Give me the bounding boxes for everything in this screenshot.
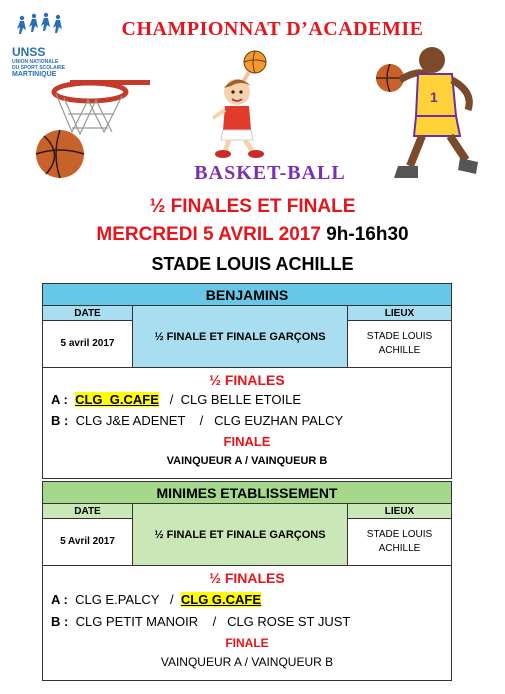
place-line-1: STADE LOUIS xyxy=(366,331,433,342)
matches-block xyxy=(43,368,451,478)
place-column xyxy=(348,504,451,565)
place-value xyxy=(348,321,451,367)
team-name: CLG ROSE ST JUST xyxy=(227,614,351,629)
match-a xyxy=(51,592,261,607)
date-column xyxy=(43,306,133,367)
phase-title: ½ FINALES ET FINALE xyxy=(149,196,356,217)
match-a xyxy=(51,392,301,407)
team-name: CLG E.PALCY xyxy=(75,592,160,607)
final-title: FINALE xyxy=(223,434,271,449)
match-label: B : xyxy=(51,413,69,428)
section-benjamins xyxy=(42,283,452,479)
date-value: 5 Avril 2017 xyxy=(60,536,115,547)
match-label: B : xyxy=(51,614,69,629)
date-column xyxy=(43,504,133,565)
kid-basketball-icon xyxy=(195,48,290,160)
venue-title: STADE LOUIS ACHILLE xyxy=(151,254,354,274)
svg-text:1: 1 xyxy=(430,89,438,105)
date-line xyxy=(40,224,465,246)
event-time: 9h-16h30 xyxy=(326,224,409,245)
sport-title: BASKET-BALL xyxy=(194,162,346,184)
section-header: MINIMES ETABLISSEMENT xyxy=(43,482,451,504)
place-line-1: STADE LOUIS xyxy=(366,529,433,540)
team-highlighted: CLG G.CAFE xyxy=(75,392,159,407)
event-date: MERCREDI 5 AVRIL 2017 xyxy=(96,224,321,245)
match-b xyxy=(51,614,350,629)
team-highlighted: CLG G.CAFE xyxy=(180,592,262,607)
logo-subtitle-1: UNION NATIONALE xyxy=(12,59,59,65)
event-cell: ½ FINALE ET FINALE GARÇONS xyxy=(133,504,348,565)
info-row xyxy=(43,306,451,368)
place-line-2: ACHILLE xyxy=(378,543,421,554)
basketball-hoop-icon xyxy=(30,74,150,184)
unss-figures-icon xyxy=(12,10,74,40)
team-name: CLG J&E ADENET xyxy=(75,413,186,428)
place-line-2: ACHILLE xyxy=(378,345,421,356)
match-separator: / xyxy=(169,392,174,407)
logo-region: MARTINIQUE xyxy=(12,71,57,78)
place-column-header: LIEUX xyxy=(348,504,451,519)
place-column xyxy=(348,306,451,367)
logo-name: UNSS xyxy=(12,45,46,59)
basketball-player-icon xyxy=(370,40,490,190)
team-name: CLG PETIT MANOIR xyxy=(75,614,199,629)
match-label: A : xyxy=(51,592,68,607)
final-line: VAINQUEUR A / VAINQUEUR B xyxy=(160,655,334,669)
matches-block xyxy=(43,566,451,680)
team-name: CLG BELLE ETOILE xyxy=(180,392,302,407)
match-label: A : xyxy=(51,392,68,407)
semis-title: ½ FINALES xyxy=(209,570,285,586)
match-separator: / xyxy=(199,413,204,428)
page-title: CHAMPIONNAT D’ACADEMIE xyxy=(121,18,424,40)
section-header: BENJAMINS xyxy=(43,284,451,306)
logo-subtitle-2: DU SPORT SCOLAIRE xyxy=(12,65,66,71)
date-value: 5 avril 2017 xyxy=(60,338,115,349)
match-b xyxy=(51,413,343,428)
unss-logo xyxy=(12,10,74,78)
event-cell: ½ FINALE ET FINALE GARÇONS xyxy=(133,306,348,367)
place-value xyxy=(348,519,451,565)
date-column-header: DATE xyxy=(43,306,132,321)
final-title: FINALE xyxy=(225,636,269,650)
date-column-header: DATE xyxy=(43,504,132,519)
semis-title: ½ FINALES xyxy=(209,372,285,388)
match-separator: / xyxy=(212,614,217,629)
place-column-header: LIEUX xyxy=(348,306,451,321)
info-row xyxy=(43,504,451,566)
team-name: CLG EUZHAN PALCY xyxy=(214,413,344,428)
match-separator: / xyxy=(170,592,174,607)
section-minimes xyxy=(42,481,452,681)
final-line: VAINQUEUR A / VAINQUEUR B xyxy=(166,455,328,467)
